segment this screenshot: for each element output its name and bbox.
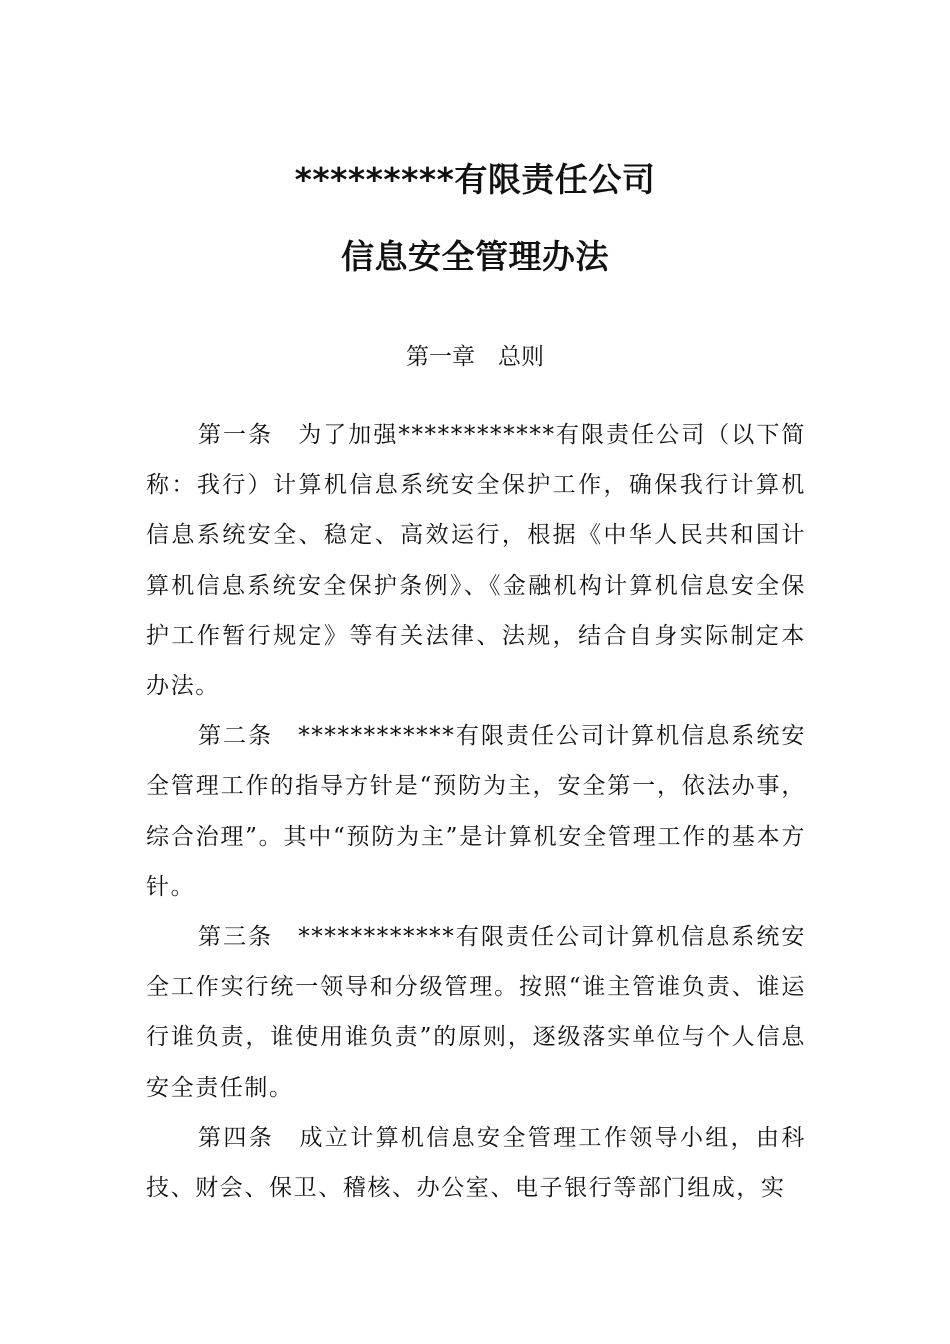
article-text: 成立计算机信息安全管理工作领导小组，由科技、财会、保卫、稽核、办公室、电子银行等部门组成，实 xyxy=(146,1124,807,1202)
article-text: ************有限责任公司计算机信息系统安全管理工作的指导方针是“预防为主，安全第一，依法办事，综合治理”。其中“预防为主”是计算机安全管理工作的基本方针。 xyxy=(146,723,806,900)
document-body xyxy=(146,410,806,1213)
article-label: 第四条 xyxy=(198,1124,300,1151)
article-label: 第三条 xyxy=(198,924,299,951)
document-title-line1: *********有限责任公司 xyxy=(294,160,656,199)
article-text: 为了加强************有限责任公司（以下简称：我行）计算机信息系统安全保护工作，确保我行计算机信息系统安全、稳定、高效运行，根据《中华人民共和国计算机信息系统安全保护条例》、《金融机构计算机信息安全保护工作暂行规定》等有关法律、法规，结合自身实际制定本办法。 xyxy=(146,422,806,700)
article-label: 第一条 xyxy=(198,422,299,448)
article-1 xyxy=(146,410,806,711)
article-4 xyxy=(146,1113,806,1213)
chapter-heading: 第一章 总则 xyxy=(406,344,544,370)
document-title-line2: 信息安全管理办法 xyxy=(341,237,609,276)
article-3 xyxy=(146,912,806,1113)
article-2 xyxy=(146,711,806,912)
article-text: ************有限责任公司计算机信息系统安全工作实行统一领导和分级管理。按照“谁主管谁负责、谁运行谁负责，谁使用谁负责”的原则，逐级落实单位与个人信息安全责任制。 xyxy=(146,924,806,1101)
article-label: 第二条 xyxy=(198,723,299,750)
